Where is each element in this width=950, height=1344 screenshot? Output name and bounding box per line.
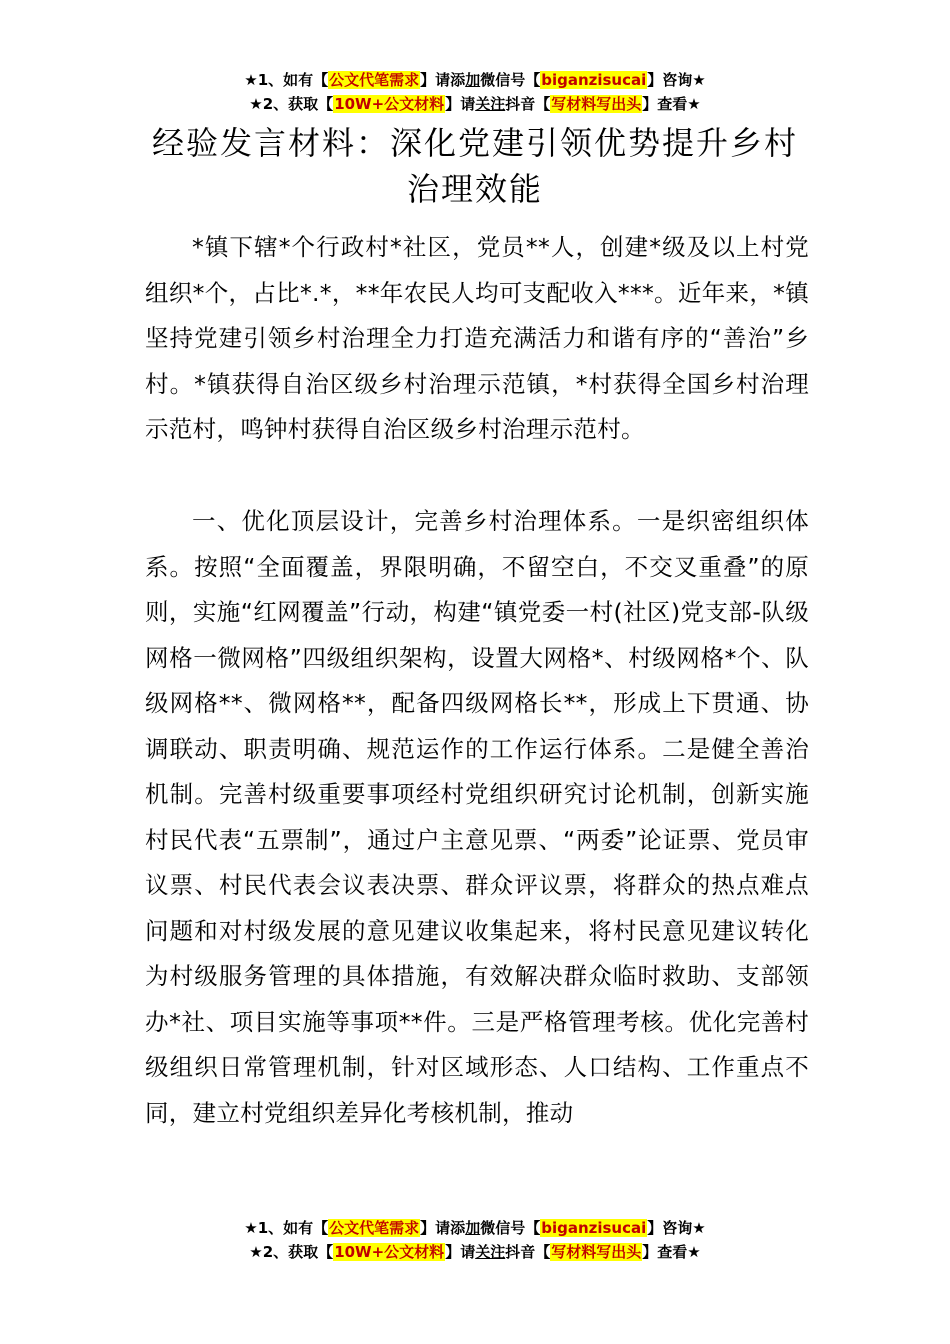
highlight-materials: 10W+公文材料 (334, 1243, 445, 1261)
highlight-douyin-account: 写材料写出头 (551, 1243, 642, 1261)
highlight-wechat-id: biganzisucai (541, 71, 647, 89)
promo-line-1: ★1、如有【公文代笔需求】请添加微信号【biganzisucai】咨询★ (244, 71, 706, 89)
promo-banner-top (0, 68, 950, 116)
highlight-ghostwriting: 公文代笔需求 (329, 1219, 420, 1237)
body-paragraph: *镇下辖*个行政村*社区，党员**人，创建*级及以上村党组织*个，占比*.*，**年农民人均可支配收入***。近年来，*镇坚持党建引领乡村治理全力打造充满活力和谐有序的“善治”乡村。*镇获得自治区级乡村治理示范镇，*村获得全国乡村治理示范村，鸣钟村获得自治区级乡村治理示范村。 (145, 233, 809, 443)
promo-line-2: ★2、获取【10W+公文材料】请关注抖音【写材料写出头】查看★ (249, 95, 701, 113)
promo-banner-bottom (0, 1216, 950, 1264)
promo-line-1: ★1、如有【公文代笔需求】请添加微信号【biganzisucai】咨询★ (244, 1219, 706, 1237)
document-title: 经验发言材料：深化党建引领优势提升乡村治理效能 (151, 124, 798, 208)
highlight-wechat-id: biganzisucai (541, 1219, 647, 1237)
highlight-ghostwriting: 公文代笔需求 (329, 71, 420, 89)
highlight-douyin-account: 写材料写出头 (551, 95, 642, 113)
body-paragraph: 一、优化顶层设计，完善乡村治理体系。一是织密组织体系。按照“全面覆盖，界限明确，不留空白，不交叉重叠”的原则，实施“红网覆盖”行动，构建“镇党委一村(社区)党支部-队级网格一微网格”四级组织架构，设置大网格*、村级网格*个、队级网格**、微网格**，配备四级网格长**，形成上下贯通、协调联动、职责明确、规范运作的工作运行体系。二是健全善治机制。完善村级重要事项经村党组织研究讨论机制，创新实施村民代表“五票制”，通过户主意见票、“两委”论证票、党员审议票、村民代表会议表决票、群众评议票，将群众的热点难点问题和对村级发展的意见建议收集起来，将村民意见建议转化为村级服务管理的具体措施，有效解决群众临时救助、支部领办*社、项目实施等事项**件。三是严格管理考核。优化完善村级组织日常管理机制，针对区域形态、人口结构、工作重点不同，建立村党组织差异化考核机制，推动 (145, 507, 809, 1127)
promo-line-2: ★2、获取【10W+公文材料】请关注抖音【写材料写出头】查看★ (249, 1243, 701, 1261)
highlight-materials: 10W+公文材料 (334, 95, 445, 113)
